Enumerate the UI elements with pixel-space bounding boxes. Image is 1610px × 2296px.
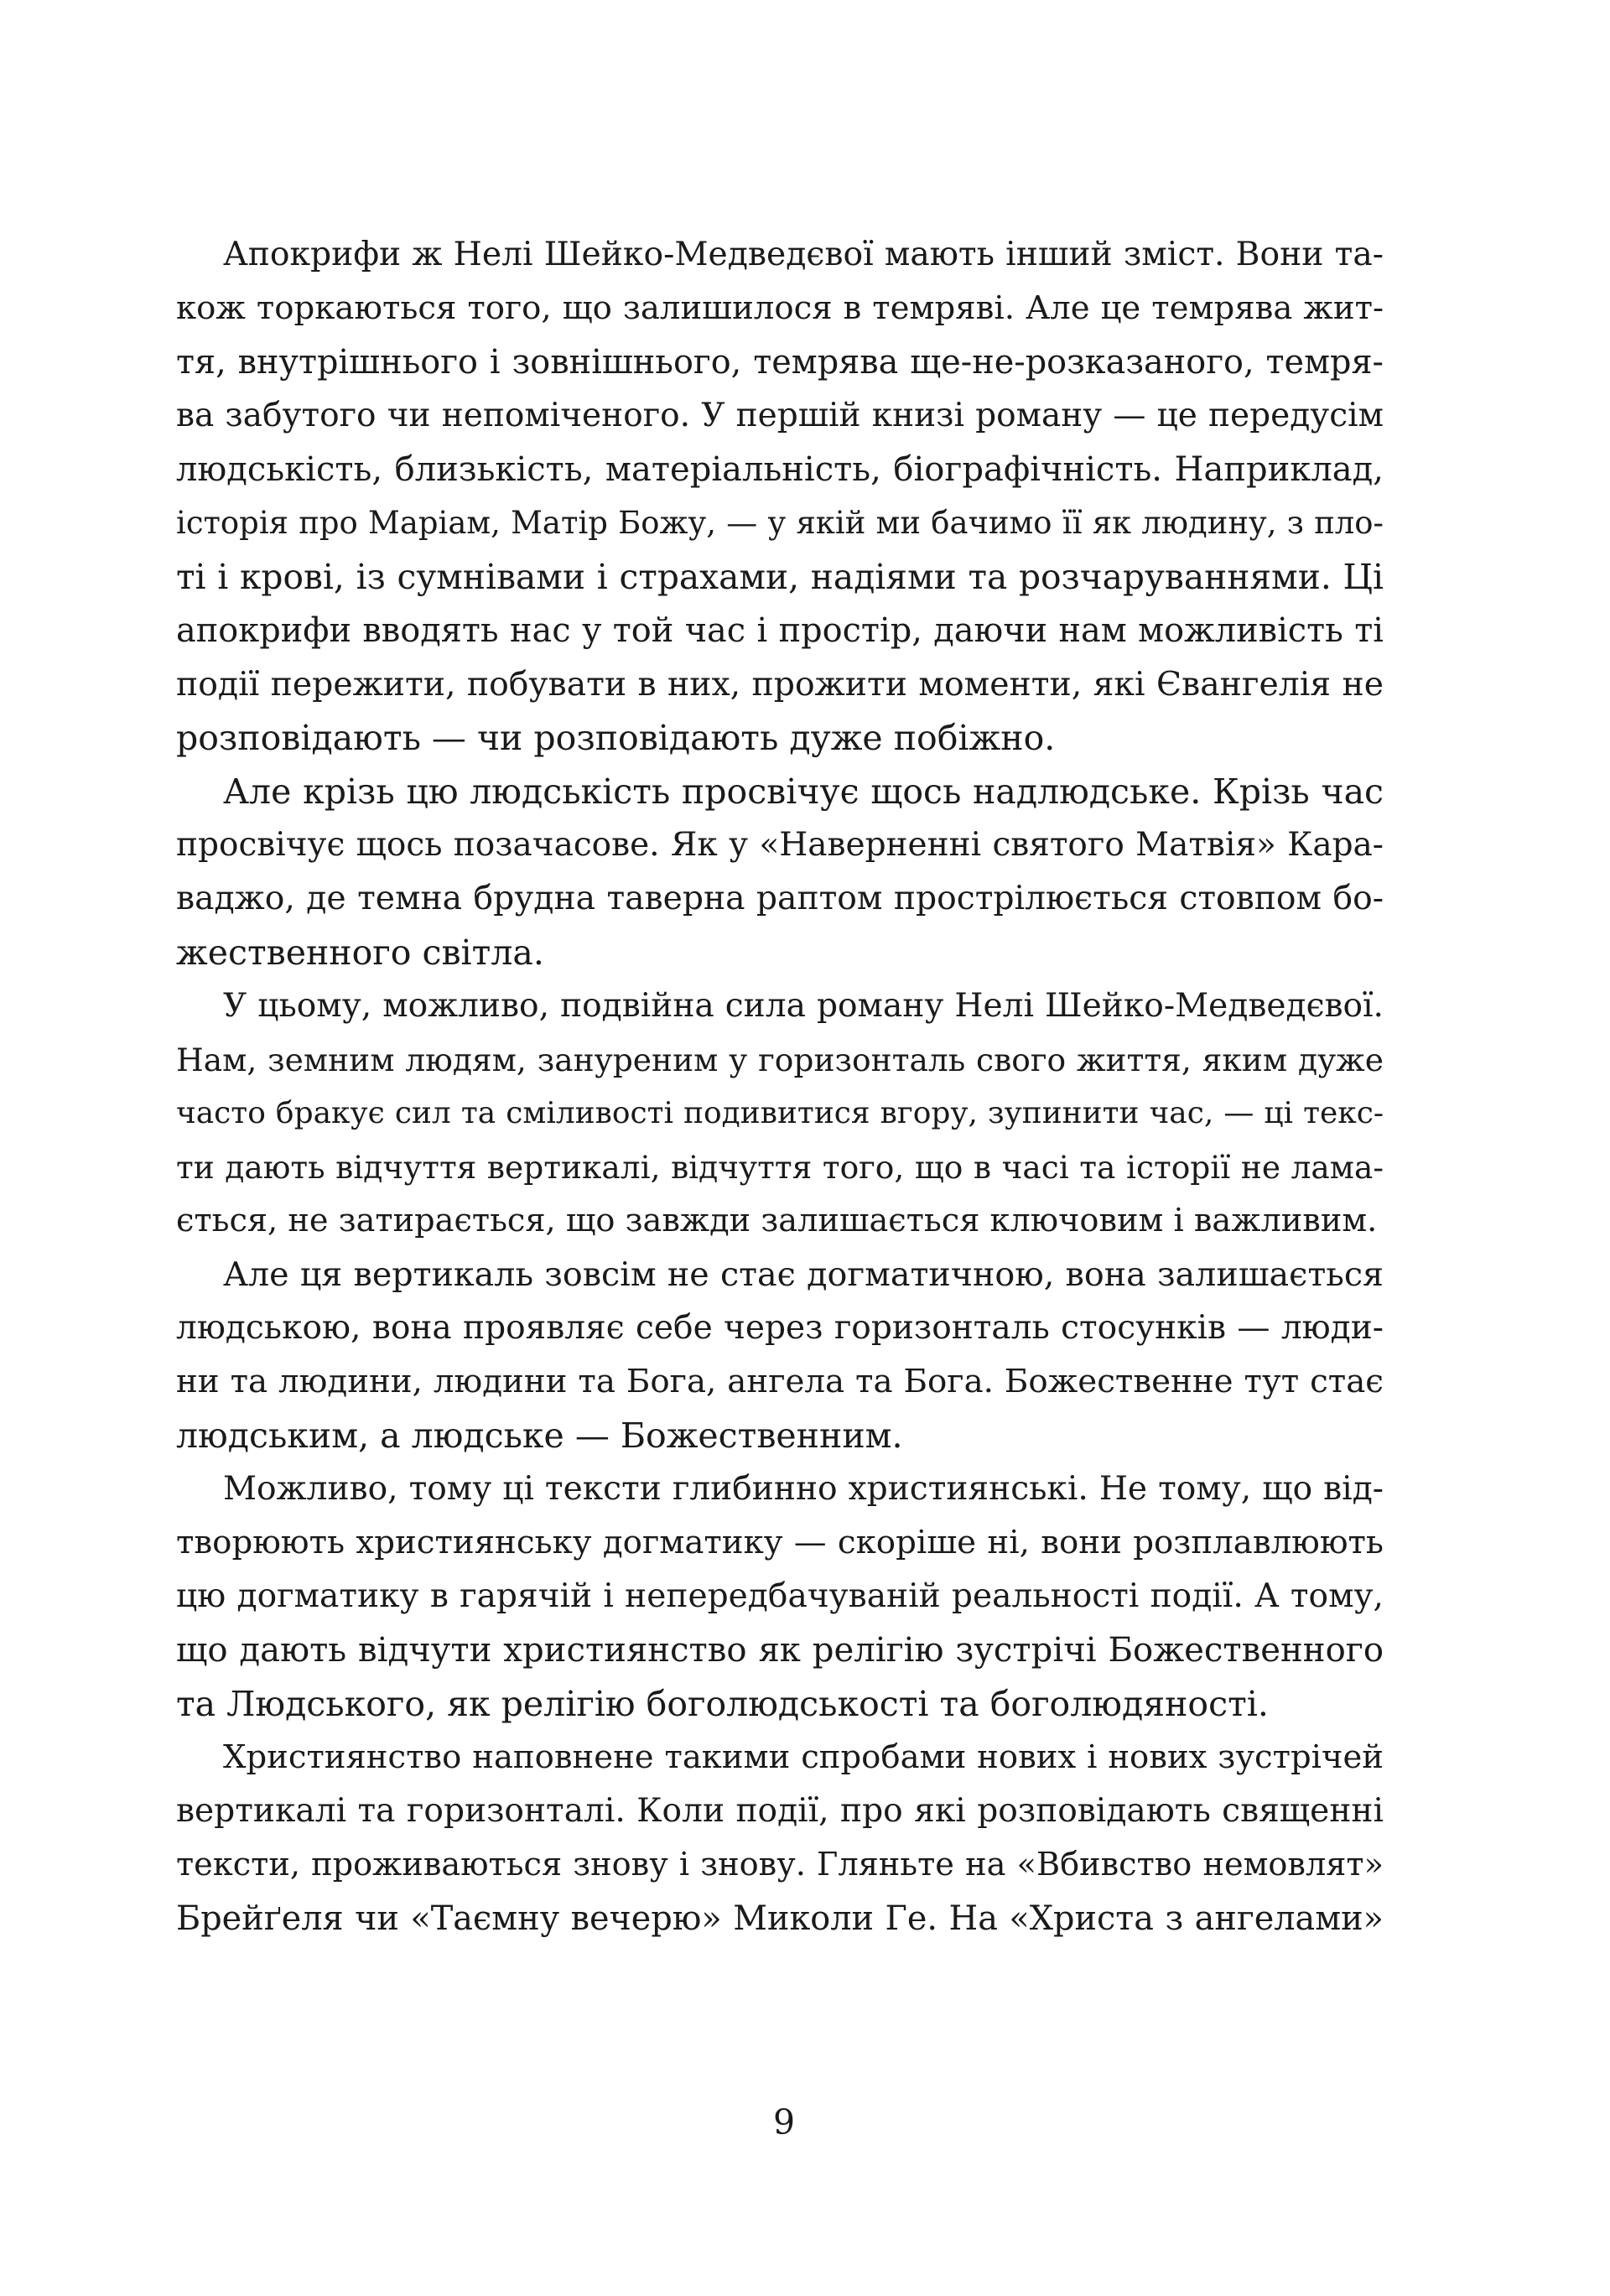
text-line: ва забутого чи непоміченого. У першій книзі роману — це передусім (176, 397, 1384, 434)
text-line: тя, внутрішнього і зовнішнього, темрява ще-не-розказаного, темря- (176, 343, 1384, 382)
text-line: Але ця вертикаль зовсім не стає догматичною, вона залишається (223, 1255, 1384, 1294)
text-line: Апокрифи ж Нелі Шейко-Медведєвої мають інший зміст. Вони та- (223, 236, 1384, 273)
text-line: історія про Маріам, Матір Божу, — у якій ми бачимо її як людину, з пло- (176, 505, 1384, 541)
text-line: цю догматику в гарячій і непередбачуваній реальності події. А тому, (176, 1577, 1384, 1615)
text-line: що дають відчути християнство як релігію зустрічі Божественного (176, 1631, 1384, 1670)
text-line: людським, а людське — Божественним. (176, 1416, 903, 1456)
text-line: ни та людини, людини та Бога, ангела та Бога. Божественне тут стає (176, 1363, 1384, 1400)
text-line: Але крізь цю людськість просвічує щось надлюдське. Крізь час (223, 771, 1384, 812)
text-line: та Людського, як релігію боголюдськості та боголюдяності. (176, 1684, 1269, 1724)
text-line: тексти, проживаються знову і знову. Гляньте на «Вбивство немовлят» (176, 1846, 1384, 1883)
text-line: людською, вона проявляє себе через горизонталь стосунків — люди- (176, 1309, 1384, 1347)
text-line: У цьому, можливо, подвійна сила роману Нелі Шейко-Медведєвої. (223, 987, 1384, 1025)
body-text (176, 228, 1384, 1945)
page-number: 9 (772, 2102, 796, 2143)
text-line: людськість, близькість, матеріальність, біографічність. Наприклад, (176, 450, 1384, 489)
text-line: Можливо, тому ці тексти глибинно християнські. Не тому, що від- (223, 1470, 1384, 1508)
text-line: ється, не затирається, що завжди залишається ключовим і важливим. (176, 1202, 1378, 1239)
text-line: Брейґеля чи «Таємну вечерю» Миколи Ге. На «Христа з ангелами» (176, 1899, 1384, 1938)
text-line: просвічує щось позачасове. Як у «Наверненні святого Матвія» Кара- (176, 826, 1384, 864)
text-line: кож торкаються того, що залишилося в темряві. Але це темрява жит- (176, 289, 1384, 327)
text-line: часто бракує сил та сміливості подивитися вгору, зупинити час, — ці текс- (176, 1096, 1384, 1130)
text-line: ваджо, де темна брудна таверна раптом прострілюється стовпом бо- (176, 880, 1384, 917)
text-line: ти дають відчуття вертикалі, відчуття того, що в часі та історії не лама- (176, 1149, 1384, 1186)
text-line: апокрифи вводять нас у той час і простір, даючи нам можливість ті (176, 611, 1384, 650)
text-line: творюють християнську догматику — скоріше ні, вони розплавлюють (176, 1524, 1384, 1561)
text-line: події пережити, побувати в них, прожити моменти, які Євангелія не (176, 665, 1384, 704)
text-line: розповідають — чи розповідають дуже побіжно. (176, 718, 1056, 758)
text-line: жественного світла. (176, 932, 544, 973)
text-line: вертикалі та горизонталі. Коли події, про які розповідають священні (176, 1792, 1384, 1830)
text-line: Нам, земним людям, зануреним у горизонталь свого життя, яким дуже (176, 1042, 1384, 1078)
text-line: Християнство наповнене такими спробами нових і нових зустрічей (223, 1738, 1384, 1776)
text-line: ті і крові, із сумнівами і страхами, надіями та розчаруваннями. Ці (176, 557, 1384, 597)
